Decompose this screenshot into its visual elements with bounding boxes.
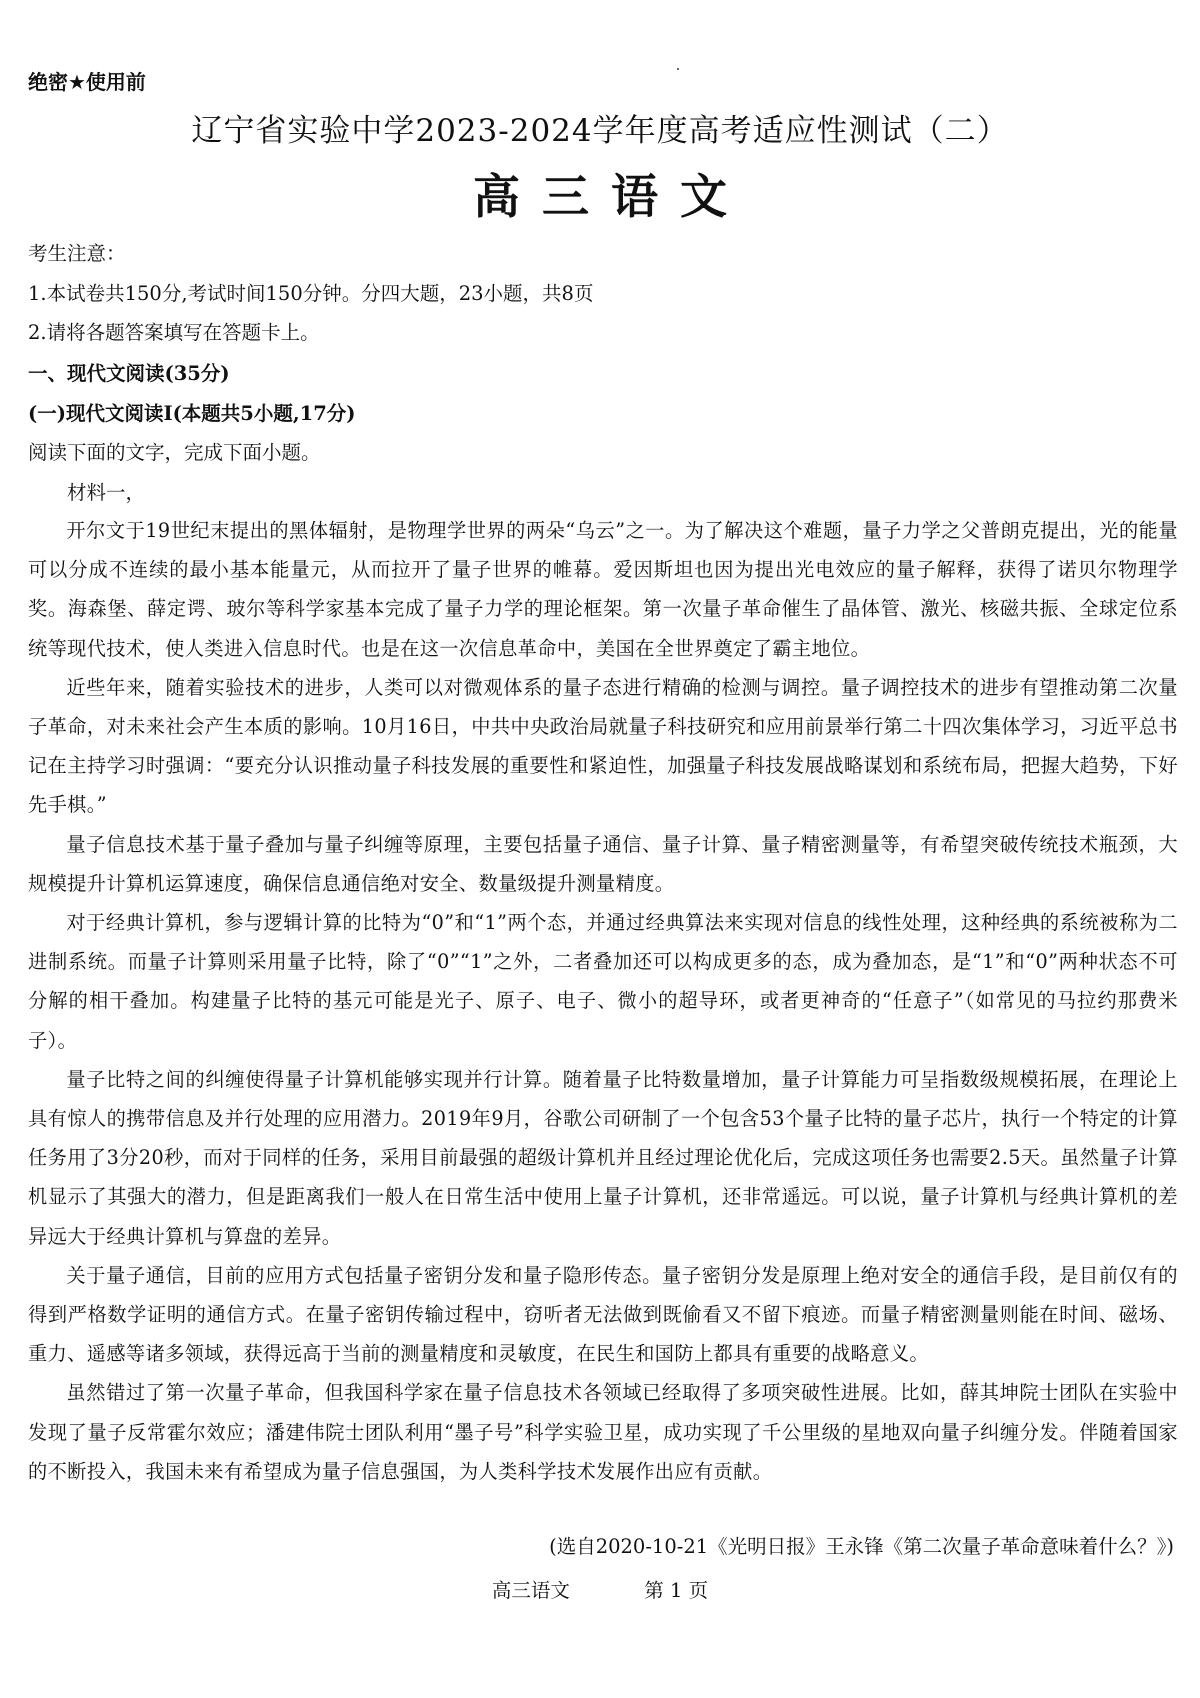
notice-item-1: 1.本试卷共150分,考试时间150分钟。分四大题，23小题，共8页 (28, 282, 594, 305)
confidential-label: 绝密★使用前 (28, 70, 146, 94)
subject-title: 高三语文 (473, 170, 749, 225)
passage-paragraph-6: 关于量子通信，目前的应用方式包括量子密钥分发和量子隐形传态。量子密钥分发是原理上绝对安全的通信手段，是目前仅有的得到严格数学证明的通信方式。在量子密钥传输过程中，窃听者无法做到既偷看又不留下痕迹。而量子精密测量则能在时间、磁场、重力、遥感等诸多领域，获得远高于当前的测量精度和灵敏度，在民生和国防上都具有重要的战略意义。 (28, 1263, 1178, 1366)
scan-speck (677, 68, 679, 70)
page-footer (0, 1575, 1200, 1603)
exam-title: 辽宁省实验中学2023-2024学年度高考适应性测试（二） (191, 113, 1009, 149)
passage-paragraph-2: 近些年来，随着实验技术的进步，人类可以对微观体系的量子态进行精确的检测与调控。量子调控技术的进步有望推动第二次量子革命，对未来社会产生本质的影响。10月16日，中共中央政治局就量子科技研究和应用前景举行第二十四次集体学习，习近平总书记在主持学习时强调：“要充分认识推动量子科技发展的重要性和紧迫性，加强量子科技发展战略谋划和系统布局，把握大趋势，下好先手棋。” (28, 675, 1178, 817)
passage-paragraph-5: 量子比特之间的纠缠使得量子计算机能够实现并行计算。随着量子比特数量增加，量子计算能力可呈指数级规模拓展，在理论上具有惊人的携带信息及并行处理的应用潜力。2019年9月，谷歌公司研制了一个包含53个量子比特的量子芯片，执行一个特定的计算任务用了3分20秒，而对于同样的任务，采用目前最强的超级计算机并且经过理论优化后，完成这项任务也需要2.5天。虽然量子计算机显示了其强大的潜力，但是距离我们一般人在日常生活中使用上量子计算机，还非常遥远。可以说，量子计算机与经典计算机的差异远大于经典计算机与算盘的差异。 (28, 1067, 1178, 1248)
notice-item-2: 2.请将各题答案填写在答题卡上。 (28, 321, 320, 344)
section-subtitle: (一)现代文阅读Ⅰ(本题共5小题,17分) (28, 402, 356, 425)
footer-page-number: 第 1 页 (644, 1579, 709, 1602)
notice-heading: 考生注意： (28, 242, 126, 265)
reading-passage (28, 511, 1178, 1491)
passage-paragraph-7: 虽然错过了第一次量子革命，但我国科学家在量子信息技术各领域已经取得了多项突破性进展。比如，薛其坤院士团队在实验中发现了量子反常霍尔效应；潘建伟院士团队利用“墨子号”科学实验卫星，成功实现了千公里级的星地双向量子纠缠分发。伴随着国家的不断投入，我国未来有希望成为量子信息强国，为人类科学技术发展作出应有贡献。 (28, 1381, 1178, 1483)
source-citation: (选自2020-10-21《光明日报》王永锋《第二次量子革命意味着什么？》) (549, 1535, 1174, 1558)
footer-subject: 高三语文 (491, 1579, 570, 1602)
reading-instruction: 阅读下面的文字，完成下面小题。 (28, 441, 321, 464)
passage-paragraph-1: 开尔文于19世纪末提出的黑体辐射，是物理学世界的两朵“乌云”之一。为了解决这个难题，量子力学之父普朗克提出，光的能量可以分成不连续的最小基本能量元，从而拉开了量子世界的帷幕。爱因斯坦也因为提出光电效应的量子解释，获得了诺贝尔物理学奖。海森堡、薛定谔、玻尔等科学家基本完成了量子力学的理论框架。第一次量子革命催生了晶体管、激光、核磁共振、全球定位系统等现代技术，使人类进入信息时代。也是在这一次信息革命中，美国在全世界奠定了霸主地位。 (28, 519, 1178, 660)
material-label: 材料一， (67, 481, 146, 504)
passage-paragraph-3: 量子信息技术基于量子叠加与量子纠缠等原理，主要包括量子通信、量子计算、量子精密测量等，有希望突破传统技术瓶颈，大规模提升计算机运算速度，确保信息通信绝对安全、数量级提升测量精度。 (28, 832, 1178, 895)
section-title: 一、现代文阅读(35分) (28, 362, 230, 385)
passage-paragraph-4: 对于经典计算机，参与逻辑计算的比特为“0”和“1”两个态，并通过经典算法来实现对信息的线性处理，这种经典的系统被称为二进制系统。而量子计算则采用量子比特，除了“0”“1”之外，二者叠加还可以构成更多的态，成为叠加态，是“1”和“0”两种状态不可分解的相干叠加。构建量子比特的基元可能是光子、原子、电子、微小的超导环，或者更神奇的“任意子”（如常见的马拉约那费米子）。 (28, 911, 1178, 1052)
